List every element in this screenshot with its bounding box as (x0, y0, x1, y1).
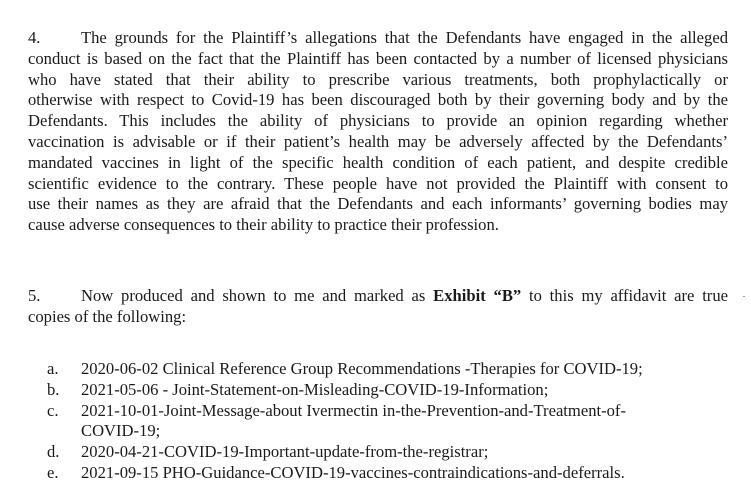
exhibit-list (47, 359, 727, 484)
list-item (47, 442, 727, 463)
paragraph-4-line-1: 4. The grounds for the Plaintiff’s allegations that the Defendants have engaged in the alleged (28, 28, 728, 47)
margin-mark (743, 296, 745, 297)
paragraph-number: 4. (28, 28, 41, 47)
list-item-text: 2021-05-06 - Joint-Statement-on-Misleading-COVID-19-Information; (81, 379, 549, 399)
list-item (47, 463, 727, 484)
list-item (47, 401, 727, 443)
exhibit-label: Exhibit “B” (433, 286, 522, 305)
list-item-text: 2020-04-21-COVID-19-Important-update-from-the-registrar; (81, 442, 489, 462)
list-letter: d. (47, 442, 60, 462)
paragraph-4-line-3: who have stated that their ability to prescribe various treatments, both prophylactically or (28, 69, 728, 89)
paragraph-4-line-5: Defendants. This includes the ability of physicians to provide an opinion regarding whether (28, 111, 728, 131)
paragraph-number: 5. (28, 286, 41, 305)
list-letter: a. (47, 359, 59, 378)
paragraph-4-line-6: vaccination is advisable or if their patient’s health may be adversely affected by the Defendants’ (28, 131, 728, 151)
paragraph-4-line-10: cause adverse consequences to their ability to practice their profession. (28, 215, 499, 235)
paragraph-4-line-7: mandated vaccines in light of the specific health condition of each patient, and despite credible (28, 152, 728, 172)
paragraph-5-line-1: 5. Now produced and shown to me and marked as Exhibit “B” to this my affidavit are true (28, 286, 728, 305)
list-item (47, 359, 727, 380)
list-letter: e. (47, 462, 59, 482)
paragraph-4-line-8: scientific evidence to the contrary. These people have not provided the Plaintiff with consent to (28, 173, 728, 193)
list-item-text-continued: COVID-19; (81, 421, 161, 441)
paragraph-5 (28, 286, 728, 328)
paragraph-4 (28, 28, 728, 236)
paragraph-5-line-2: copies of the following: (28, 306, 187, 326)
paragraph-4-line-9: use their names as they are afraid that the Defendants and each informants’ governing bodies may (28, 194, 728, 214)
list-letter: b. (47, 379, 60, 399)
list-item-text: 2021-09-15 PHO-Guidance-COVID-19-vaccines-contraindications-and-deferrals. (81, 462, 625, 482)
list-item-text: 2020-06-02 Clinical Reference Group Recommendations -Therapies for COVID-19; (81, 359, 643, 378)
paragraph-4-line-2: conduct is based on the fact that the Plaintiff has been contacted by a number of licensed physicians (28, 48, 728, 68)
list-item-text: 2021-10-01-Joint-Message-about Ivermectin in-the-Prevention-and-Treatment-of- (81, 400, 626, 420)
list-letter: c. (47, 400, 59, 420)
list-item (47, 380, 727, 401)
paragraph-4-line-4: otherwise with respect to Covid-19 has been discouraged both by their governing body and by the (28, 90, 728, 110)
